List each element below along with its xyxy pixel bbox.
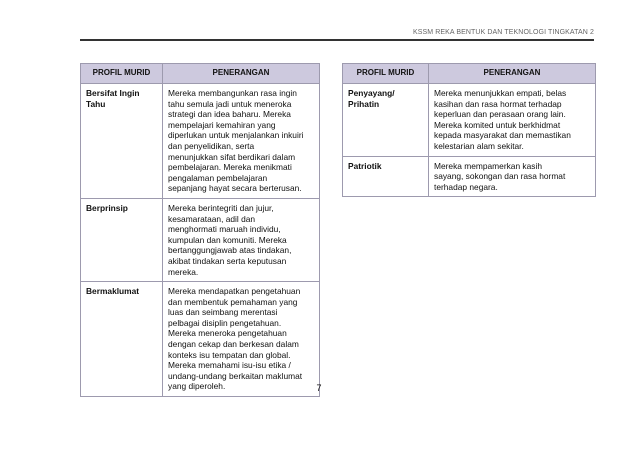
description-line: kepada masyarakat dan memastikan: [434, 130, 571, 141]
description-line: menghormati maruah individu,: [168, 224, 281, 235]
description-line: kesamarataan, adil dan: [168, 213, 256, 224]
description-line: kasihan dan rasa hormat terhadap: [434, 98, 562, 109]
profile-name-line: Penyayang/: [348, 88, 395, 98]
profile-name-line: Berprinsip: [86, 202, 128, 213]
profile-name-cell: [81, 282, 163, 397]
description-line: mereka.: [168, 266, 199, 277]
profile-name-line: Patriotik: [348, 160, 382, 171]
student-profile-table-right: [342, 63, 596, 197]
description-line: Mereka meneroka pengetahuan: [168, 328, 287, 339]
description-line: bertanggungjawab atas tindakan,: [168, 245, 292, 256]
table-row: [81, 282, 320, 397]
description-line: dan penyelidikan, serta: [168, 140, 255, 151]
page-number: 7: [316, 383, 322, 393]
profile-name-cell: [343, 156, 429, 197]
table-row: [343, 156, 596, 197]
description-line: dan membentuk pemahaman yang: [168, 296, 298, 307]
profile-description-cell: [429, 84, 596, 157]
description-line: menunjukkan sifat berdikari dalam: [168, 151, 296, 162]
description-line: Mereka mendapatkan pengetahuan: [168, 286, 301, 297]
description-line: undang-undang berkaitan maklumat: [168, 370, 303, 381]
description-line: sayang, sokongan dan rasa hormat: [434, 171, 566, 182]
description-line: mempelajari kemahiran yang: [168, 119, 276, 130]
description-line: konteks isu tempatan dan global.: [168, 349, 291, 360]
table-row: [343, 84, 596, 157]
description-line: Mereka berintegriti dan jujur,: [168, 202, 274, 213]
column-header-profile: PROFIL MURID: [343, 64, 429, 84]
description-line: keperluan dan perasaan orang lain.: [434, 109, 566, 120]
profile-name-cell: [343, 84, 429, 157]
table-row: [81, 84, 320, 199]
description-line: Mereka mempamerkan kasih: [434, 160, 542, 171]
profile-name-cell: [81, 198, 163, 281]
profile-name-cell: [81, 84, 163, 199]
description-line: pengalaman pembelajaran: [168, 172, 268, 183]
description-line: pelbagai disiplin pengetahuan.: [168, 317, 282, 328]
description-line: Mereka komited untuk berkhidmat: [434, 119, 561, 130]
table-row: [81, 198, 320, 281]
profile-name-line: Tahu: [86, 98, 106, 109]
description-line: kelestarian alam sekitar.: [434, 140, 524, 151]
profile-name-line: Prihatin: [348, 98, 380, 109]
column-header-explanation: PENERANGAN: [429, 64, 596, 84]
description-line: diperlukan untuk menjalankan inkuiri: [168, 130, 304, 141]
table-header-row: [343, 64, 596, 84]
column-header-explanation: PENERANGAN: [163, 64, 320, 84]
document-header: KSSM REKA BENTUK DAN TEKNOLOGI TINGKATAN 2: [412, 29, 594, 36]
description-line: Mereka memahami isu-isu etika /: [168, 360, 291, 371]
student-profile-table-left: [80, 63, 320, 397]
profile-name-line: Bermaklumat: [86, 286, 140, 297]
description-line: akibat tindakan serta keputusan: [168, 255, 287, 266]
table-header-row: [81, 64, 320, 84]
description-line: pembelajaran. Mereka menikmati: [168, 162, 292, 173]
description-line: tahu semula jadi untuk meneroka: [168, 98, 292, 109]
profile-description-cell: [163, 198, 320, 281]
description-line: strategi dan idea baharu. Mereka: [168, 109, 291, 120]
profile-description-cell: [163, 84, 320, 199]
description-line: Mereka membangunkan rasa ingin: [168, 88, 297, 98]
description-line: sepanjang hayat secara berterusan.: [168, 183, 302, 194]
description-line: kumpulan dan komuniti. Mereka: [168, 234, 287, 245]
description-line: terhadap negara.: [434, 181, 498, 192]
description-line: yang diperoleh.: [168, 381, 226, 392]
profile-description-cell: [163, 282, 320, 397]
description-line: luas dan seimbang merentasi: [168, 307, 278, 318]
description-line: Mereka menunjukkan empati, belas: [434, 88, 567, 98]
profile-description-cell: [429, 156, 596, 197]
profile-name-line: Bersifat Ingin: [86, 88, 140, 98]
header-divider: [80, 39, 594, 41]
column-header-profile: PROFIL MURID: [81, 64, 163, 84]
description-line: dengan cekap dan berkesan dalam: [168, 339, 299, 350]
